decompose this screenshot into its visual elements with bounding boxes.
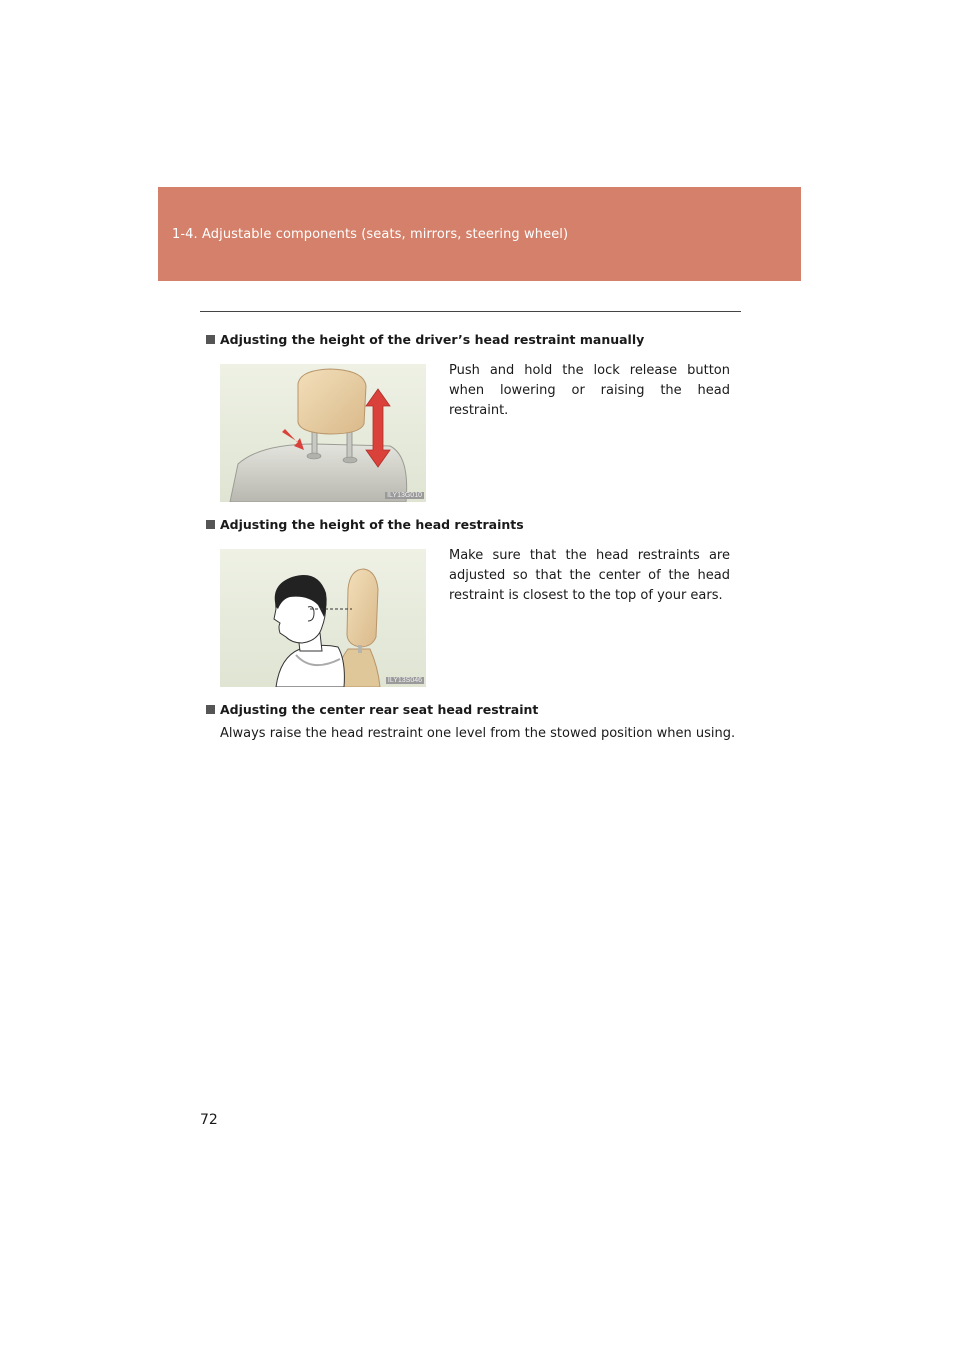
header-band <box>158 187 801 281</box>
figure-code: ILY13G010 <box>387 492 422 499</box>
driver-head-position-illustration <box>220 549 426 687</box>
center-rear-instruction: Always raise the head restraint one level from the stowed position when using. <box>220 726 736 741</box>
section-title-head-restraints-height: Adjusting the height of the head restraints <box>206 517 524 532</box>
figure-caption: Push and hold the lock release button when lowering or raising the head restraint. <box>449 363 730 418</box>
divider-rule <box>200 311 741 312</box>
page-number: 72 <box>200 1112 218 1128</box>
figure-code: ILY13S046 <box>387 677 422 684</box>
figure-head-restraint-position <box>220 549 426 687</box>
section-title-center-rear-head-restraint: Adjusting the center rear seat head restraint <box>206 702 538 717</box>
square-bullet-icon <box>206 705 215 714</box>
section-header: 1-4. Adjustable components (seats, mirrors, steering wheel) <box>172 227 569 242</box>
square-bullet-icon <box>206 520 215 529</box>
figure-head-restraint-adjust <box>220 364 426 502</box>
square-bullet-icon <box>206 335 215 344</box>
figure-caption: Make sure that the head restraints are adjusted so that the center of the head restraint is closest to the top of your ears. <box>449 548 730 603</box>
section-title-driver-head-restraint: Adjusting the height of the driver’s head restraint manually <box>206 332 644 347</box>
head-restraint-illustration <box>220 364 426 502</box>
